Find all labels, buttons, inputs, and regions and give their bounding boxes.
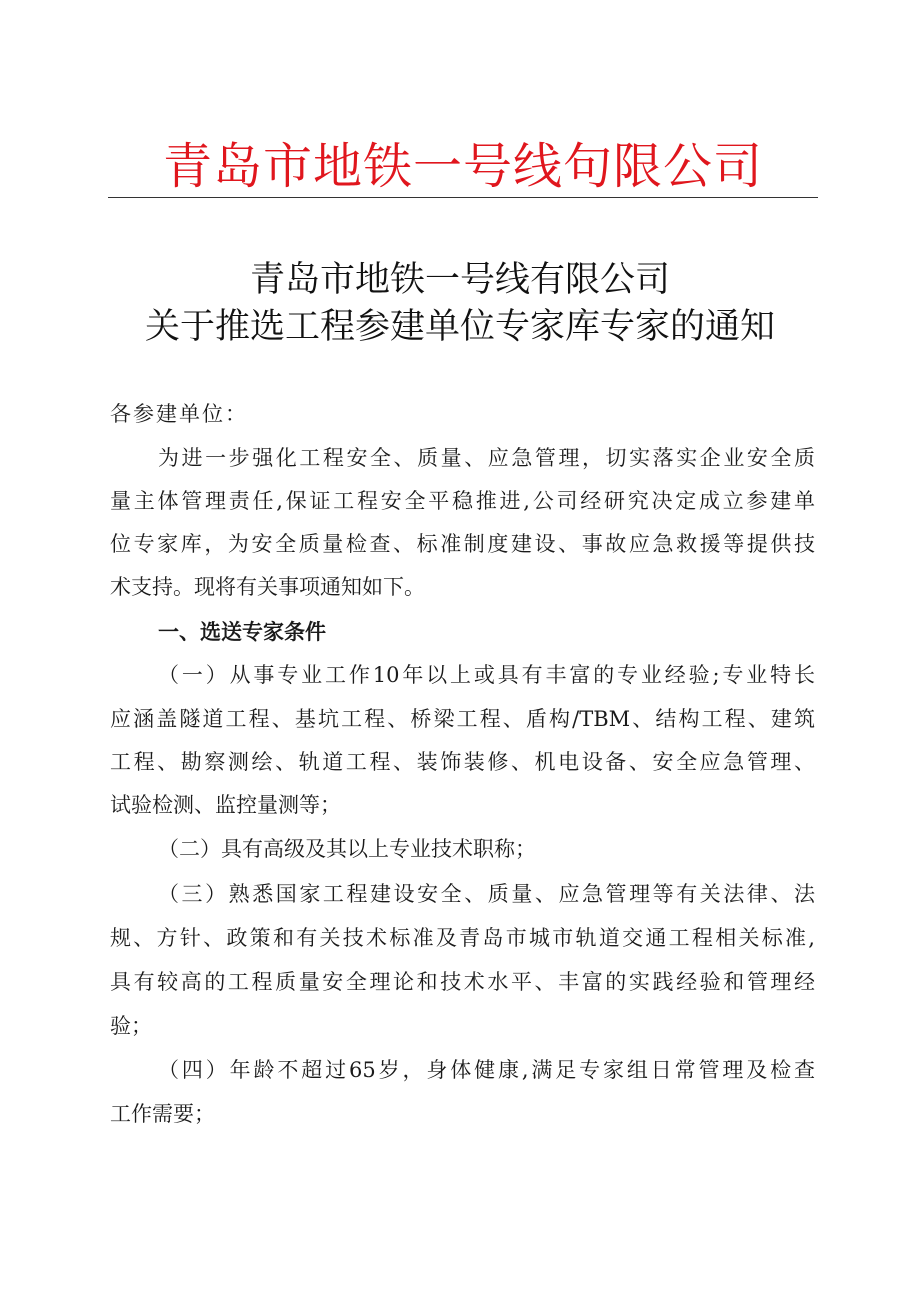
item-2-line: （二）具有高级及其以上专业技术职称；: [158, 837, 536, 861]
item-4-line: （四）年龄不超过65岁，身体健康,满足专家组日常管理及检查: [158, 1058, 815, 1082]
intro-line: 术支持。现将有关事项通知如下。: [110, 575, 425, 599]
item-3-line: 具有较高的工程质量安全理论和技术水平、丰富的实践经验和管理经: [110, 970, 815, 994]
item-3-line: （三）熟悉国家工程建设安全、质量、应急管理等有关法律、法: [158, 882, 815, 906]
salutation: 各参建单位：: [110, 402, 248, 426]
notice-title-line-1: 青岛市地铁一号线有限公司: [249, 260, 670, 300]
section-heading: 一、选送专家条件: [158, 620, 326, 644]
item-1-line: 试验检测、监控量测等；: [110, 793, 341, 817]
letterhead-divider: [108, 197, 818, 198]
letterhead-company-name: 青岛市地铁一号线句限公司: [162, 138, 763, 195]
notice-title-line-2: 关于推选工程参建单位专家库专家的通知: [144, 307, 775, 347]
item-3-line: 验；: [110, 1014, 152, 1038]
intro-line: 量主体管理责任,保证工程安全平稳推进,公司经研究决定成立参建单: [110, 489, 815, 513]
intro-line: 位专家库，为安全质量检查、标准制度建设、事故应急救援等提供技: [110, 532, 815, 556]
intro-line: 为进一步强化工程安全、质量、应急管理，切实落实企业安全质: [158, 446, 815, 470]
item-4-line: 工作需要；: [110, 1102, 215, 1126]
item-1-line: 工程、勘察测绘、轨道工程、装饰装修、机电设备、安全应急管理、: [110, 750, 815, 774]
item-3-line: 规、方针、政策和有关技术标准及青岛市城市轨道交通工程相关标准,: [110, 926, 815, 950]
item-1-line: （一）从事专业工作10年以上或具有丰富的专业经验;专业特长: [158, 663, 815, 687]
item-1-line: 应涵盖隧道工程、基坑工程、桥梁工程、盾构/TBM、结构工程、建筑: [110, 707, 815, 731]
